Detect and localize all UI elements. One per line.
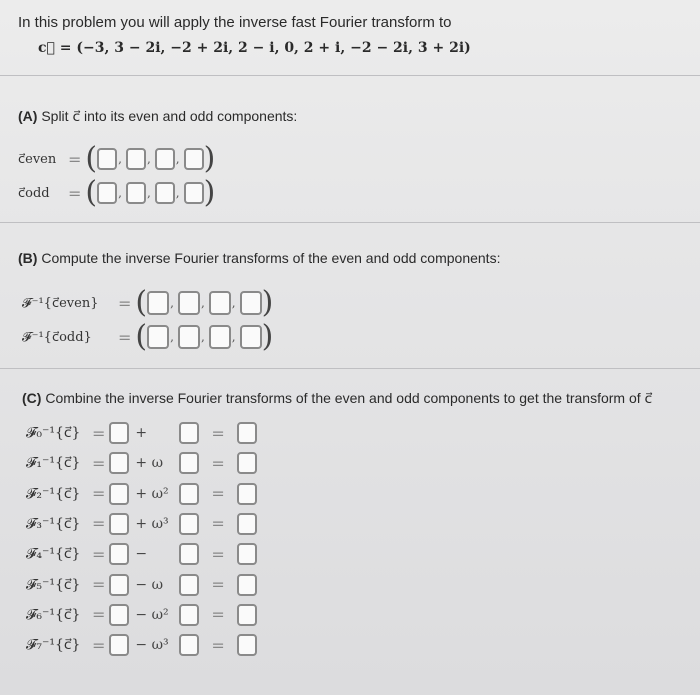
ift-even-input-3[interactable] (240, 291, 262, 315)
ift-odd-input-1[interactable] (178, 325, 200, 349)
combine-row-operator: + ω² (135, 485, 169, 502)
combine-even-input[interactable] (109, 543, 129, 565)
combine-row: 𝓕₇⁻¹{c⃗} = − ω³ = (26, 634, 257, 656)
combine-result-input[interactable] (237, 604, 257, 626)
ift-even-input-2[interactable] (209, 291, 231, 315)
combine-result-input[interactable] (237, 452, 257, 474)
vector-definition: c⃗ = (−3, 3 − 2i, −2 + 2i, 2 − i, 0, 2 + i, −2 − 2i, 3 + 2i) (38, 40, 471, 56)
combine-row-operator: − ω (135, 576, 164, 593)
divider (0, 222, 700, 223)
combine-row-lhs: 𝓕₁⁻¹{c⃗} (26, 455, 81, 472)
combine-row-lhs: 𝓕₅⁻¹{c⃗} (26, 576, 81, 593)
part-b-heading (18, 250, 500, 266)
combine-row-operator: + ω³ (135, 515, 169, 532)
combine-row-lhs: 𝓕₃⁻¹{c⃗} (26, 515, 81, 532)
combine-result-input[interactable] (237, 634, 257, 656)
even-input-0[interactable] (97, 148, 117, 170)
combine-even-input[interactable] (109, 483, 129, 505)
combine-row-operator: − ω³ (135, 637, 169, 654)
combine-row: 𝓕₃⁻¹{c⃗} = + ω³ = (26, 513, 257, 535)
ift-odd-label: 𝓕⁻¹{c⃗odd} (22, 329, 92, 345)
combine-row-operator: − ω² (135, 606, 169, 623)
combine-row-lhs: 𝓕₇⁻¹{c⃗} (26, 637, 81, 654)
combine-even-input[interactable] (109, 634, 129, 656)
combine-odd-input[interactable] (179, 543, 199, 565)
ift-even-input-0[interactable] (147, 291, 169, 315)
combine-row: 𝓕₁⁻¹{c⃗} = + ω = (26, 452, 257, 474)
odd-input-3[interactable] (184, 182, 204, 204)
combine-even-input[interactable] (109, 452, 129, 474)
combine-row-operator: + ω (135, 455, 164, 472)
combine-row-lhs: 𝓕₄⁻¹{c⃗} (26, 546, 81, 563)
combine-row: 𝓕₆⁻¹{c⃗} = − ω² = (26, 604, 257, 626)
combine-row-lhs: 𝓕₀⁻¹{c⃗} (26, 425, 81, 441)
combine-row-lhs: 𝓕₆⁻¹{c⃗} (26, 606, 81, 623)
part-b-text: Compute the inverse Fourier transforms of the even and odd components: (37, 250, 501, 266)
part-c-label: (C) (22, 390, 42, 406)
part-a-label: (A) (18, 108, 38, 124)
combine-even-input[interactable] (109, 604, 129, 626)
ift-even-row: 𝓕⁻¹{c⃗even} = ( , , , ) (22, 285, 274, 320)
combine-result-input[interactable] (237, 574, 257, 596)
combine-row: 𝓕₅⁻¹{c⃗} = − ω = (26, 574, 257, 596)
part-a-heading (18, 108, 297, 125)
ift-odd-input-0[interactable] (147, 325, 169, 349)
even-input-3[interactable] (184, 148, 204, 170)
combine-even-input[interactable] (109, 574, 129, 596)
combine-row-operator: − (135, 546, 148, 563)
odd-label: c⃗odd (18, 185, 50, 201)
combine-row-lhs: 𝓕₂⁻¹{c⃗} (26, 485, 81, 502)
combine-even-input[interactable] (109, 513, 129, 535)
combine-odd-input[interactable] (179, 513, 199, 535)
combine-row-operator: + (135, 425, 148, 441)
combine-result-input[interactable] (237, 513, 257, 535)
ift-odd-row: 𝓕⁻¹{c⃗odd} = ( , , , ) (22, 319, 274, 354)
part-c-heading (22, 390, 652, 407)
combine-result-input[interactable] (237, 543, 257, 565)
part-a-text: Split c⃗ into its even and odd components: (37, 108, 298, 124)
combine-row: 𝓕₂⁻¹{c⃗} = + ω² = (26, 483, 257, 505)
odd-input-2[interactable] (155, 182, 175, 204)
even-label: c⃗even (18, 151, 57, 167)
combine-row: 𝓕₄⁻¹{c⃗} = − = (26, 543, 257, 565)
divider (0, 75, 700, 76)
combine-odd-input[interactable] (179, 422, 199, 444)
even-components-row: c⃗even = ( , , , ) (18, 141, 216, 176)
divider (0, 368, 700, 369)
ift-odd-input-3[interactable] (240, 325, 262, 349)
combine-odd-input[interactable] (179, 634, 199, 656)
combine-even-input[interactable] (109, 422, 129, 444)
part-c-text: Combine the inverse Fourier transforms of the even and odd components to get the transform of c⃗ (41, 390, 653, 406)
even-input-2[interactable] (155, 148, 175, 170)
ift-even-input-1[interactable] (178, 291, 200, 315)
combine-odd-input[interactable] (179, 483, 199, 505)
odd-components-row: c⃗odd = ( , , , ) (18, 175, 216, 210)
combine-odd-input[interactable] (179, 604, 199, 626)
combine-result-input[interactable] (237, 483, 257, 505)
ift-odd-input-2[interactable] (209, 325, 231, 349)
ift-even-label: 𝓕⁻¹{c⃗even} (22, 295, 99, 311)
part-b-label: (B) (18, 250, 38, 266)
even-input-1[interactable] (126, 148, 146, 170)
odd-input-1[interactable] (126, 182, 146, 204)
intro-text: In this problem you will apply the inverse fast Fourier transform to (18, 14, 452, 31)
odd-input-0[interactable] (97, 182, 117, 204)
combine-result-input[interactable] (237, 422, 257, 444)
combine-odd-input[interactable] (179, 452, 199, 474)
combine-row: 𝓕₀⁻¹{c⃗} = + = (26, 422, 257, 444)
combine-odd-input[interactable] (179, 574, 199, 596)
